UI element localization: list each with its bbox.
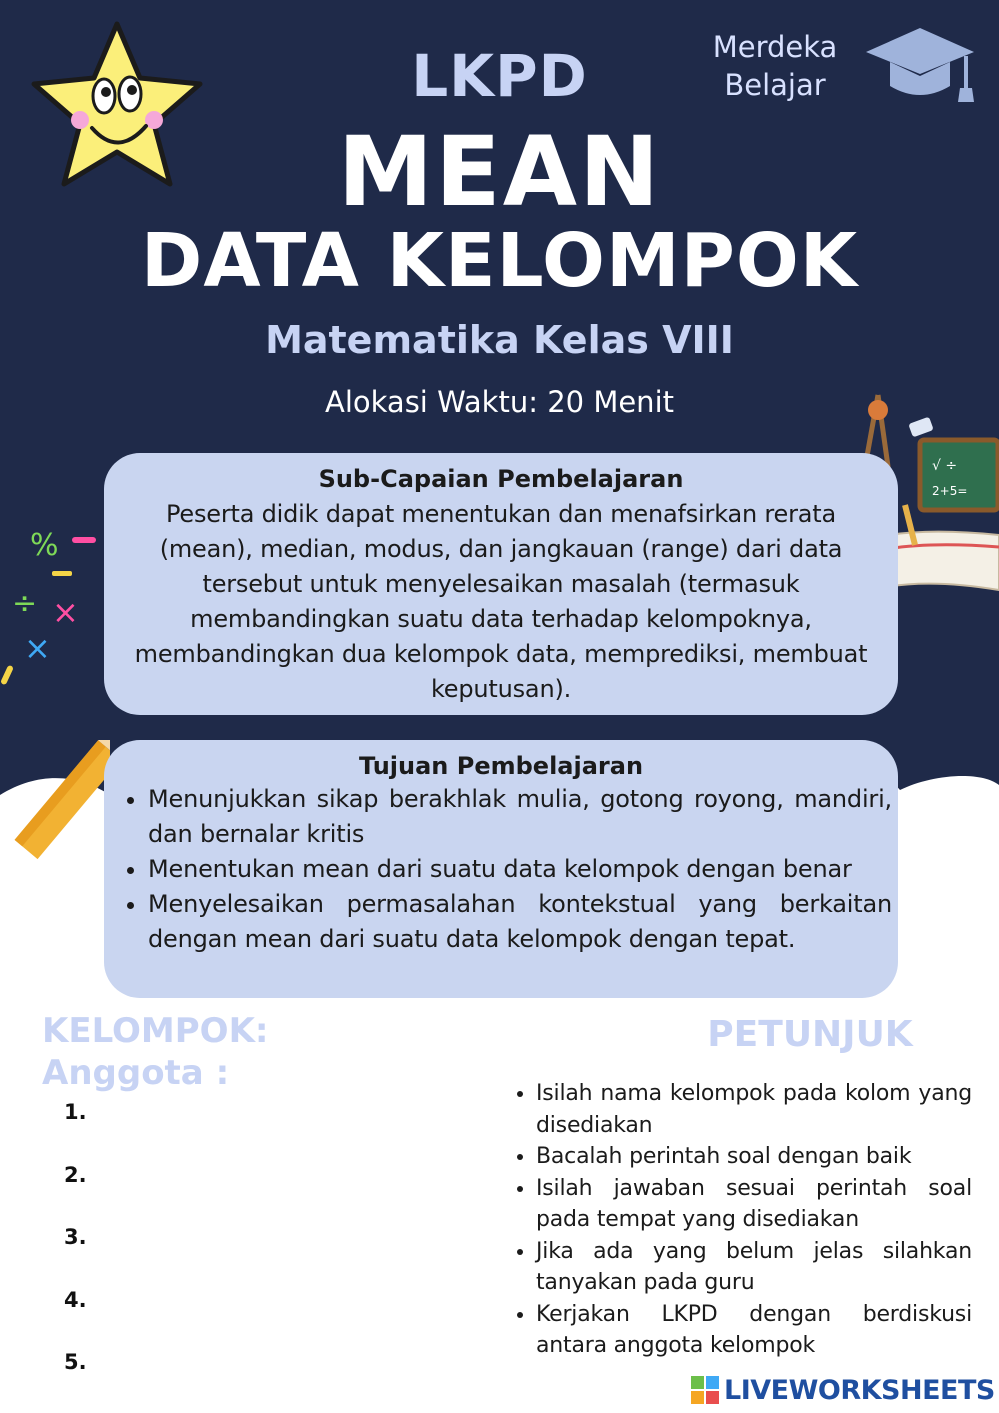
- member-number: 5.: [64, 1350, 87, 1374]
- member-number-list: [64, 1100, 87, 1413]
- time-allocation: Alokasi Waktu: 20 Menit: [325, 385, 674, 419]
- badge-line2: Belajar: [724, 68, 826, 102]
- member-number: 3.: [64, 1225, 87, 1249]
- petunjuk-item: • Jika ada yang belum jelas silahkan tanyakan pada guru: [536, 1236, 972, 1299]
- svg-text:×: ×: [52, 593, 79, 631]
- page-title: MEAN: [337, 116, 662, 228]
- svg-text:×: ×: [24, 629, 51, 667]
- sub-capaian-box: [104, 453, 898, 715]
- kelompok-section: [42, 1010, 269, 1094]
- subject-label: Matematika Kelas VIII: [265, 318, 734, 362]
- petunjuk-item: • Kerjakan LKPD dengan berdiskusi antara anggota kelompok: [536, 1299, 972, 1362]
- petunjuk-item: • Isilah nama kelompok pada kolom yang disediakan: [536, 1078, 972, 1141]
- svg-text:%: %: [30, 528, 59, 563]
- tujuan-item: • Menyelesaikan permasalahan kontekstual yang berkaitan dengan mean dari suatu data kelompok dengan tepat.: [148, 887, 892, 957]
- liveworksheets-logo-icon: [690, 1375, 720, 1405]
- tujuan-item: • Menentukan mean dari suatu data kelompok dengan benar: [148, 852, 892, 887]
- tujuan-list: [104, 782, 898, 957]
- sub-capaian-title: Sub-Capaian Pembelajaran: [318, 465, 684, 493]
- pencil-icon: [0, 740, 110, 890]
- brand-text: LIVEWORKSHEETS: [724, 1374, 995, 1406]
- member-number: 1.: [64, 1100, 87, 1124]
- sub-capaian-text: Peserta didik dapat menentukan dan menafsirkan rerata (mean), median, modus, dan jangkauan (range) dari data tersebut untuk menyelesaikan masalah (termasuk membandingkan suatu data terhadap kelompoknya, membandingkan dua kelompok data, memprediksi, membuat keputusan).: [134, 500, 868, 703]
- tujuan-title: Tujuan Pembelajaran: [358, 752, 644, 780]
- petunjuk-title: PETUNJUK: [707, 1014, 913, 1055]
- tujuan-box: [104, 740, 898, 998]
- member-number: 4.: [64, 1287, 87, 1312]
- svg-text:√ ÷: √ ÷: [932, 458, 958, 474]
- svg-text:÷: ÷: [12, 586, 38, 621]
- kelompok-label: KELOMPOK:: [42, 1011, 269, 1051]
- liveworksheets-brand[interactable]: [690, 1372, 995, 1408]
- badge-line1: Merdeka: [712, 30, 838, 64]
- doc-type-label: LKPD: [411, 42, 588, 110]
- anggota-label: Anggota :: [42, 1053, 230, 1093]
- member-number: 2.: [64, 1162, 87, 1187]
- svg-text:2+5=: 2+5=: [932, 484, 968, 498]
- tujuan-item: • Menunjukkan sikap berakhlak mulia, gotong royong, mandiri, dan bernalar kritis: [148, 782, 892, 852]
- page-subtitle: DATA KELOMPOK: [140, 218, 859, 304]
- math-symbols-icon: [0, 475, 120, 690]
- petunjuk-item: • Bacalah perintah soal dengan baik: [536, 1141, 972, 1173]
- petunjuk-item: • Isilah jawaban sesuai perintah soal pada tempat yang disediakan: [536, 1173, 972, 1236]
- petunjuk-list: [510, 1078, 972, 1362]
